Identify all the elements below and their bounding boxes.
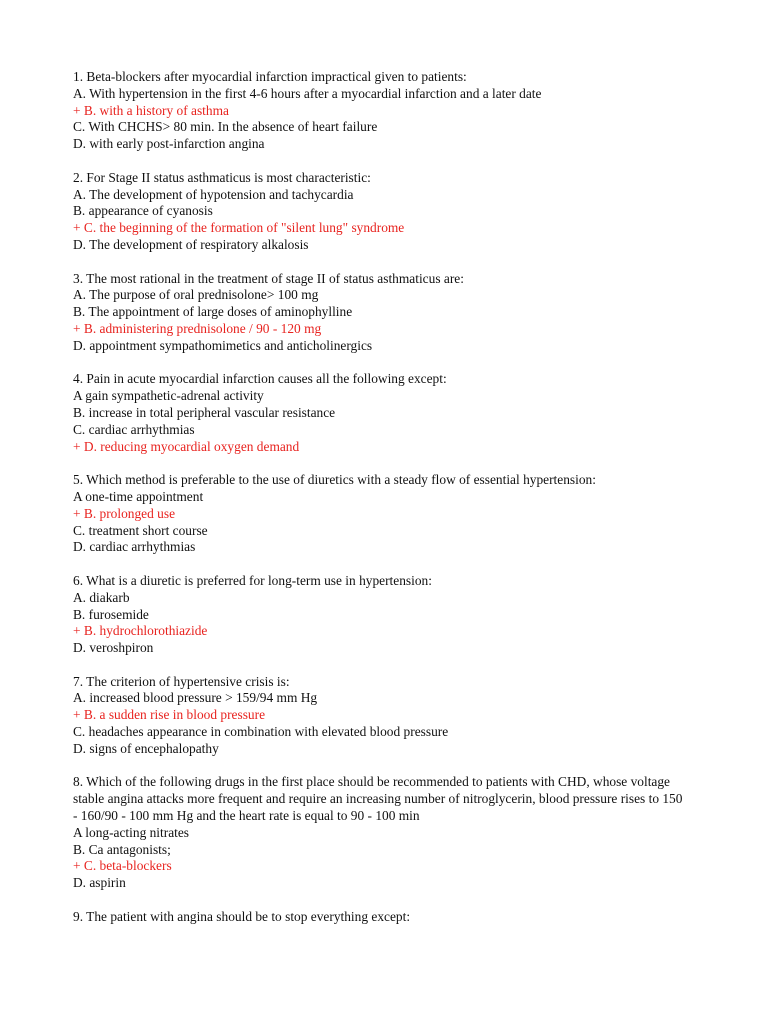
question-block-4 — [73, 371, 685, 455]
answer-option: A long-acting nitrates — [73, 824, 190, 840]
question-block-8 — [73, 774, 685, 892]
document-page — [73, 69, 685, 942]
correct-answer-option: + B. hydrochlorothiazide — [73, 623, 208, 639]
question-text: 1. Beta-blockers after myocardial infarction impractical given to patients: — [73, 69, 467, 84]
answer-option: D. aspirin — [73, 875, 126, 891]
answer-option: A. With hypertension in the first 4-6 hours after a myocardial infarction and a later date — [73, 85, 542, 101]
answer-option: A. The purpose of oral prednisolone> 100 mg — [73, 287, 319, 303]
answer-option: D. veroshpiron — [73, 640, 154, 656]
question-text: 7. The criterion of hypertensive crisis is: — [73, 673, 290, 689]
question-block-5 — [73, 472, 685, 556]
question-block-7 — [73, 674, 685, 758]
answer-option: B. Ca antagonists; — [73, 841, 171, 857]
question-text: 4. Pain in acute myocardial infarction causes all the following except: — [73, 371, 447, 387]
question-block-6 — [73, 573, 685, 657]
question-text: 2. For Stage II status asthmaticus is most characteristic: — [73, 169, 371, 185]
question-text: 3. The most rational in the treatment of stage II of status asthmaticus are: — [73, 270, 464, 286]
answer-option: B. The appointment of large doses of aminophylline — [73, 304, 353, 320]
answer-option: B. appearance of cyanosis — [73, 203, 213, 219]
correct-answer-option: + C. the beginning of the formation of "silent lung" syndrome — [73, 220, 405, 236]
question-block-2 — [73, 170, 685, 254]
answer-option: A one-time appointment — [73, 488, 204, 504]
question-text: 5. Which method is preferable to the use of diuretics with a steady flow of essential hypertension: — [73, 472, 596, 488]
correct-answer-option: + C. beta-blockers — [73, 858, 172, 874]
question-text: 9. The patient with angina should be to stop everything except: — [73, 908, 411, 924]
question-text: 8. Which of the following drugs in the first place should be recommended to patients with CHD, whose voltage stable angina attacks more frequent and require an increasing number of nitroglycerin, blood pressure rises to 150 - 160/90 - 100 mm Hg and the heart rate is equal to 90 - 100 min — [73, 774, 683, 824]
question-text: 6. What is a diuretic is preferred for long-term use in hypertension: — [73, 572, 432, 588]
answer-option: D. with early post-infarction angina — [73, 136, 265, 152]
question-block-1 — [73, 69, 685, 153]
correct-answer-option: + B. prolonged use — [73, 505, 176, 521]
answer-option: A gain sympathetic-adrenal activity — [73, 388, 264, 404]
question-block-9 — [73, 909, 685, 926]
answer-option: D. cardiac arrhythmias — [73, 539, 196, 555]
answer-option: C. headaches appearance in combination with elevated blood pressure — [73, 724, 449, 740]
answer-option: D. appointment sympathomimetics and anticholinergics — [73, 337, 373, 353]
answer-option: B. increase in total peripheral vascular resistance — [73, 404, 336, 420]
correct-answer-option: + D. reducing myocardial oxygen demand — [73, 438, 300, 454]
answer-option: A. The development of hypotension and tachycardia — [73, 186, 354, 202]
answer-option: D. The development of respiratory alkalosis — [73, 236, 309, 252]
answer-option: C. cardiac arrhythmias — [73, 421, 195, 437]
answer-option: B. furosemide — [73, 606, 149, 622]
correct-answer-option: + B. a sudden rise in blood pressure — [73, 707, 266, 723]
answer-option: A. increased blood pressure > 159/94 mm Hg — [73, 690, 318, 706]
correct-answer-option: + B. with a history of asthma — [73, 102, 229, 118]
answer-option: D. signs of encephalopathy — [73, 740, 219, 756]
answer-option: C. treatment short course — [73, 522, 208, 538]
answer-option: C. With CHCHS> 80 min. In the absence of heart failure — [73, 119, 378, 135]
answer-option: A. diakarb — [73, 589, 130, 605]
correct-answer-option: + B. administering prednisolone / 90 - 120 mg — [73, 320, 322, 336]
question-block-3 — [73, 271, 685, 355]
